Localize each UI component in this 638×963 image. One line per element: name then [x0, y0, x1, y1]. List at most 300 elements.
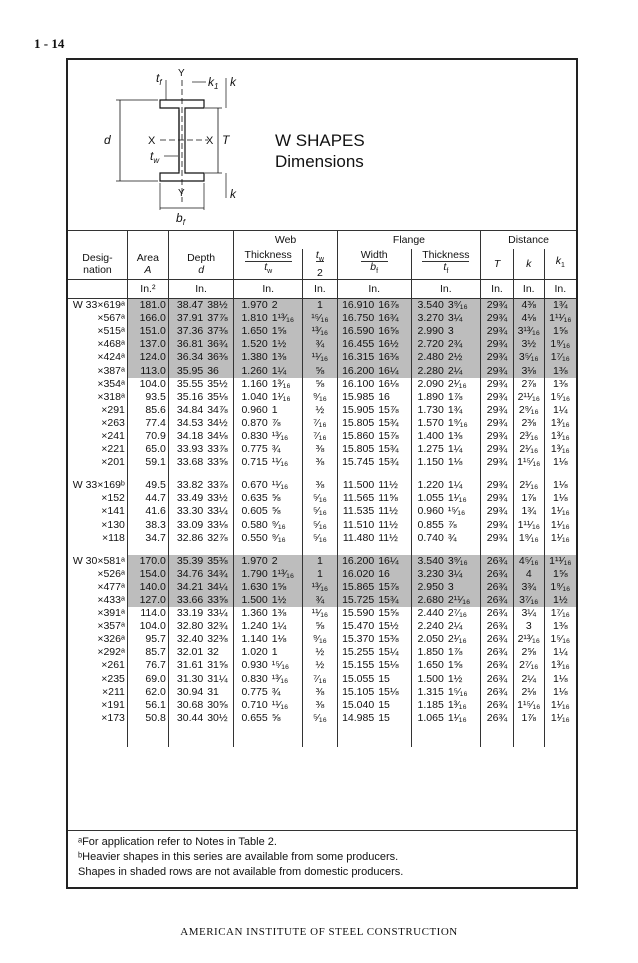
cell-bf-fr: 15⅞	[378, 429, 399, 442]
cell-des: W 33×619ᵃ	[72, 299, 125, 312]
y-top-label: Y	[178, 68, 185, 79]
cell-k: 2¹⁄₁₆	[513, 479, 544, 492]
table-row	[68, 338, 576, 351]
cell-bf-fr: 16⅞	[376, 299, 411, 313]
cell-tf: 0.740	[411, 532, 446, 545]
half-web-header: $t_w$ 2	[302, 249, 337, 280]
cell-tw-fr: 2	[270, 299, 303, 313]
cell-k: 2⅞	[513, 378, 544, 391]
cell-k: 2⅛	[513, 686, 544, 699]
cell-tw2: ⅝	[302, 620, 337, 633]
cell-tw-fr: 1¼	[271, 620, 287, 633]
cell-tw-fr: ⅝	[271, 711, 281, 724]
cell-T: 26¾	[481, 699, 514, 712]
footnote-b: ᵇHeavier shapes in this series are available from some producers.	[78, 851, 399, 863]
cell-bf-fr: 15⅞	[378, 403, 399, 416]
cell-d-fr: 33⅛	[207, 518, 228, 531]
cell-tw2: ¾	[302, 338, 337, 351]
cell-tf-fr: 2¼	[447, 620, 463, 633]
cell-tw: 0.635	[234, 492, 270, 505]
cell-d-fr: 35⅛	[207, 390, 228, 403]
cell-k: 2⅝	[513, 646, 544, 659]
cell-tw2: ¹³⁄₁₆	[302, 581, 337, 594]
cell-A: 127.0	[127, 594, 168, 607]
cell-d: 32.40	[168, 633, 205, 646]
cell-des: ×387ᵃ	[97, 364, 125, 377]
cell-tw-fr: ⅞	[271, 416, 281, 429]
cell-tw2: ⁷⁄₁₆	[302, 417, 337, 430]
table-row	[68, 351, 576, 364]
cell-tw: 0.930	[234, 659, 270, 672]
footnote-shaded: Shapes in shaded rows are not available from domestic producers.	[78, 866, 404, 878]
cell-T: 29¾	[481, 378, 514, 391]
cell-bf: 15.860	[337, 430, 376, 443]
cell-k: 1¹⁵⁄₁₆	[513, 699, 544, 712]
web-thickness-header: Thickness $t_w$	[234, 249, 303, 280]
table-row	[68, 659, 576, 672]
cell-tf: 3.230	[411, 568, 446, 581]
cell-tw2: ½	[302, 404, 337, 417]
cell-k: 3	[513, 620, 544, 633]
cell-d-fr: 33⅝	[205, 594, 234, 607]
cell-bf-fr: 15	[378, 672, 390, 685]
cell-bf: 15.040	[337, 699, 376, 712]
cell-A: 181.0	[127, 299, 168, 313]
cell-d-fr: 31⅝	[207, 659, 228, 672]
unit-tf: In.	[411, 280, 481, 299]
cell-d: 37.91	[168, 312, 205, 325]
dimensions-table	[68, 230, 576, 747]
cell-bf-fr: 16	[376, 568, 411, 581]
cell-T: 29¾	[481, 299, 514, 313]
cell-k1: 1⅝	[544, 568, 576, 581]
cell-bf-fr: 11½	[378, 479, 398, 492]
cell-T: 29¾	[481, 404, 514, 417]
cell-tw2: ⁵⁄₁₆	[302, 505, 337, 518]
cell-bf-fr: 11½	[378, 518, 398, 531]
group-spacer	[68, 545, 576, 555]
cell-des: W 30×581ᵃ	[72, 554, 125, 567]
cell-T: 26¾	[481, 686, 514, 699]
cell-tw: 0.710	[234, 699, 270, 712]
cell-tw: 1.360	[234, 607, 270, 620]
cell-tf: 2.720	[411, 338, 446, 351]
cell-d-fr: 32¾	[207, 620, 228, 633]
cell-tf-fr: 1⅞	[447, 390, 463, 403]
footnotes	[78, 835, 403, 880]
cell-des: ×152	[101, 492, 125, 505]
cell-d-fr: 32⅜	[207, 633, 228, 646]
table-row	[68, 568, 576, 581]
cell-tw-fr: ¹¹⁄₁₆	[271, 698, 289, 711]
table-row	[68, 430, 576, 443]
cell-tw-fr: 1	[271, 646, 278, 659]
table-row	[68, 404, 576, 417]
cell-k1: 1⅜	[544, 364, 576, 377]
area-header: Area A	[127, 249, 168, 280]
cell-k: 2¹⁄₁₆	[513, 443, 544, 456]
cell-tw: 1.040	[234, 391, 270, 404]
cell-T: 29¾	[481, 492, 514, 505]
cell-d-fr: 33½	[207, 492, 228, 505]
cell-tw2: ⁵⁄₁₆	[302, 519, 337, 532]
cell-bf: 11.480	[337, 532, 376, 545]
cell-bf: 11.565	[337, 492, 376, 505]
cell-k1: 1¹⁄₁₆	[544, 532, 576, 545]
cell-tw2: ⅜	[302, 443, 337, 456]
cell-d: 38.47	[168, 299, 205, 313]
cell-tf-fr: 3¼	[446, 568, 481, 581]
cell-T: 29¾	[481, 312, 514, 325]
cell-d: 33.68	[168, 456, 205, 469]
cell-tf: 1.185	[411, 699, 446, 712]
cell-bf-fr: 15	[378, 711, 390, 724]
cell-k1: 1⁷⁄₁₆	[544, 607, 576, 620]
k-header: k	[513, 249, 544, 280]
table-body	[68, 299, 576, 747]
cell-A: 44.7	[127, 492, 168, 505]
cell-tw: 0.830	[234, 673, 270, 686]
cell-tw2: ¾	[302, 594, 337, 607]
cell-tw-fr: ¾	[271, 443, 281, 456]
table-row	[68, 594, 576, 607]
table-row	[68, 479, 576, 492]
cell-des: ×292ᵃ	[97, 646, 125, 659]
cell-tf-fr: 3	[446, 581, 481, 594]
cell-k: 2⁹⁄₁₆	[513, 404, 544, 417]
table-row	[68, 519, 576, 532]
cell-tw2: ¹³⁄₁₆	[302, 325, 337, 338]
cell-d: 34.21	[168, 581, 205, 594]
cell-bf: 16.750	[337, 312, 376, 325]
cell-des: ×515ᵃ	[97, 325, 125, 338]
cell-A: 154.0	[127, 568, 168, 581]
cell-tf: 1.850	[411, 646, 446, 659]
cell-T: 26¾	[481, 633, 514, 646]
cell-tf-fr: 1⅛	[447, 456, 463, 469]
cell-d: 33.19	[168, 607, 205, 620]
cell-tw: 0.775	[234, 686, 270, 699]
cell-k1: 1⅜	[544, 620, 576, 633]
cell-d-fr: 33⅞	[207, 443, 228, 456]
cell-k1: 1¼	[544, 646, 576, 659]
cell-k: 1¹¹⁄₁₆	[513, 519, 544, 532]
cell-bf-fr: 11½	[378, 505, 398, 518]
cell-T: 26¾	[481, 594, 514, 607]
cell-k: 3¼	[513, 607, 544, 620]
cell-A: 34.7	[127, 532, 168, 545]
table-row	[68, 673, 576, 686]
cell-bf-fr: 15⅜	[378, 633, 399, 646]
cell-bf: 11.500	[337, 479, 376, 492]
cell-A: 49.5	[127, 479, 168, 492]
cell-tw: 0.580	[234, 519, 270, 532]
cell-tw-fr: ⁹⁄₁₆	[271, 531, 286, 544]
cell-T: 26¾	[481, 659, 514, 672]
table-frame	[66, 58, 578, 889]
cell-bf: 15.865	[337, 581, 376, 594]
cell-A: 50.8	[127, 712, 168, 725]
cell-tw: 0.605	[234, 505, 270, 518]
cell-des: ×191	[101, 698, 125, 711]
cell-k1: 1⁷⁄₁₆	[544, 351, 576, 364]
cell-A: 95.7	[127, 633, 168, 646]
cell-bf: 16.590	[337, 325, 376, 338]
cell-des: ×354ᵃ	[97, 377, 125, 390]
cell-tf-fr: 2¾	[446, 338, 481, 351]
page-title: W SHAPES	[275, 131, 365, 150]
cell-bf-fr: 15¾	[378, 443, 399, 456]
cell-k1: 1¾	[544, 299, 576, 313]
flange-thickness-header: Thickness $t_f$	[411, 249, 481, 280]
cell-tw2: ⁵⁄₁₆	[302, 492, 337, 505]
cell-d: 36.81	[168, 338, 205, 351]
cell-tf-fr: 1¼	[447, 443, 463, 456]
cell-k1: 1¹¹⁄₁₆	[544, 555, 576, 568]
cell-tf-fr: 1⁵⁄₁₆	[447, 685, 468, 698]
cell-d: 35.55	[168, 378, 205, 391]
cell-des: ×130	[101, 518, 125, 531]
cell-tf-fr: 1¼	[447, 479, 463, 492]
cell-des: ×468ᵃ	[97, 338, 125, 351]
cell-tw-fr: ¹¹⁄₁₆	[271, 456, 289, 469]
cell-tw: 0.775	[234, 443, 270, 456]
cell-tw2: ⅜	[302, 699, 337, 712]
cell-d-fr: 34⅛	[207, 429, 228, 442]
cell-d: 32.01	[168, 646, 205, 659]
cell-bf: 15.370	[337, 633, 376, 646]
cell-d-fr: 30⅝	[207, 698, 228, 711]
cell-A: 124.0	[127, 351, 168, 364]
cell-des: ×201	[101, 456, 125, 469]
unit-T: In.	[481, 280, 514, 299]
cell-k: 3⁵⁄₁₆	[513, 351, 544, 364]
cell-tf: 1.065	[411, 712, 446, 725]
cell-tf-fr: 2¼	[446, 364, 481, 377]
cell-tf: 2.990	[411, 325, 446, 338]
cell-k: 2³⁄₁₆	[513, 430, 544, 443]
cell-k1: 1⁵⁄₁₆	[544, 391, 576, 404]
cell-des: ×526ᵃ	[97, 567, 125, 580]
table-row	[68, 699, 576, 712]
cell-bf: 16.200	[337, 364, 376, 377]
table-row	[68, 607, 576, 620]
cell-d: 33.30	[168, 505, 205, 518]
cell-k: 1¹⁵⁄₁₆	[513, 456, 544, 469]
cell-bf-fr: 15⅝	[378, 607, 399, 620]
cell-k: 3¹³⁄₁₆	[513, 325, 544, 338]
cell-tf: 1.570	[411, 417, 446, 430]
cell-tw2: ⅜	[302, 456, 337, 469]
cell-k1: 1⅛	[544, 673, 576, 686]
cell-tf: 1.275	[411, 443, 446, 456]
cell-tw-fr: 1¹⁄₁₆	[271, 390, 291, 403]
unit-area: In.²	[127, 280, 168, 299]
cell-A: 104.0	[127, 620, 168, 633]
cell-tf-fr: 2½	[446, 351, 481, 364]
cell-T: 29¾	[481, 430, 514, 443]
cell-tw-fr: ¹³⁄₁₆	[271, 429, 289, 442]
x-right-label: X	[206, 135, 214, 147]
cell-bf: 16.200	[337, 555, 376, 568]
cell-d-fr: 34¾	[205, 568, 234, 581]
cell-tw: 0.870	[234, 417, 270, 430]
cell-A: 59.1	[127, 456, 168, 469]
cell-des: ×567ᵃ	[97, 312, 125, 325]
cell-tw: 0.655	[234, 712, 270, 725]
depth-header: Depth d	[168, 249, 234, 280]
cell-tf: 1.150	[411, 456, 446, 469]
cell-d-fr: 34½	[207, 416, 228, 429]
cell-tw: 1.240	[234, 620, 270, 633]
cell-d: 33.93	[168, 443, 205, 456]
k-bottom-label: k	[230, 187, 236, 201]
cell-T: 29¾	[481, 351, 514, 364]
cell-bf-fr: 11½	[378, 531, 398, 544]
unit-depth: In.	[168, 280, 234, 299]
cell-tw2: 1	[302, 568, 337, 581]
cell-A: 65.0	[127, 443, 168, 456]
cell-des: ×357ᵃ	[97, 620, 125, 633]
cell-bf-fr: 15⅛	[378, 659, 399, 672]
cell-d-fr: 36¾	[205, 338, 234, 351]
cell-d-fr: 35⅜	[205, 555, 234, 568]
cell-d: 34.18	[168, 430, 205, 443]
cell-k: 4	[513, 568, 544, 581]
page-number: 1 - 14	[34, 36, 65, 51]
unit-half-tw: In.	[302, 280, 337, 299]
table-row	[68, 299, 576, 313]
cell-tw-fr: ¾	[271, 685, 281, 698]
cell-tf: 0.960	[411, 505, 446, 518]
cell-tf-fr: ⅞	[447, 518, 457, 531]
cell-d: 36.34	[168, 351, 205, 364]
cell-d: 33.66	[168, 594, 205, 607]
cell-d: 33.49	[168, 492, 205, 505]
cell-d: 34.53	[168, 417, 205, 430]
k-top-label: k	[230, 75, 236, 89]
cell-tw: 1.500	[234, 594, 270, 607]
cell-tf-fr: 2¹¹⁄₁₆	[446, 594, 481, 607]
cell-k: 3¾	[513, 581, 544, 594]
table-row	[68, 492, 576, 505]
cell-des: ×433ᵃ	[97, 594, 125, 607]
cell-A: 166.0	[127, 312, 168, 325]
cell-A: 56.1	[127, 699, 168, 712]
cell-bf: 15.105	[337, 686, 376, 699]
designation-header: Desig- nation	[82, 252, 113, 276]
unit-k1: In.	[544, 280, 576, 299]
cell-d-fr: 36	[205, 364, 234, 377]
cell-d: 33.82	[168, 479, 205, 492]
cell-tw2: ¹⁵⁄₁₆	[302, 312, 337, 325]
cell-tw: 1.970	[234, 555, 270, 568]
cell-d: 31.61	[168, 659, 205, 672]
table-row	[68, 686, 576, 699]
cell-tw: 1.650	[234, 325, 270, 338]
cell-d-fr: 34¼	[205, 581, 234, 594]
cell-bf: 11.535	[337, 505, 376, 518]
cell-k: 2⁷⁄₁₆	[513, 659, 544, 672]
cell-d: 30.94	[168, 686, 205, 699]
table-row	[68, 443, 576, 456]
cell-tw2: ⁹⁄₁₆	[302, 391, 337, 404]
cell-tw: 0.550	[234, 532, 270, 545]
cell-d: 31.30	[168, 673, 205, 686]
cell-k: 1¾	[513, 505, 544, 518]
cell-tw: 1.140	[234, 633, 270, 646]
cell-k: 1⅞	[513, 712, 544, 725]
publisher-footer: AMERICAN INSTITUTE OF STEEL CONSTRUCTION	[180, 926, 458, 938]
cell-d-fr: 34⅞	[207, 403, 228, 416]
tw-label: $t_w$	[150, 149, 160, 165]
cell-bf-fr: 16½	[376, 338, 411, 351]
cell-tf-fr: 1⁹⁄₁₆	[447, 416, 468, 429]
cell-d-fr: 35½	[207, 377, 228, 390]
flange-header: Flange	[337, 231, 480, 250]
cell-tw: 1.260	[234, 364, 270, 377]
cell-d: 34.84	[168, 404, 205, 417]
cell-tw-fr: 1⅝	[270, 325, 303, 338]
cell-tf: 2.440	[411, 607, 446, 620]
cell-k: 4⅜	[513, 299, 544, 313]
flange-width-header: Width $b_f$	[337, 249, 411, 280]
cell-tw-fr: 1½	[270, 594, 303, 607]
cell-k1: 1⅛	[544, 479, 576, 492]
cell-tw-fr: ¹¹⁄₁₆	[271, 479, 289, 492]
table-tail	[68, 725, 576, 747]
cell-tf-fr: ¹⁵⁄₁₆	[447, 505, 466, 518]
page-subtitle: Dimensions	[275, 152, 364, 171]
cell-tf: 2.090	[411, 378, 446, 391]
table-row	[68, 633, 576, 646]
cell-T: 26¾	[481, 673, 514, 686]
cell-tf: 2.680	[411, 594, 446, 607]
cell-bf-fr: 15¾	[376, 594, 411, 607]
cell-tf-fr: 1⅝	[447, 659, 463, 672]
cell-des: ×173	[101, 711, 125, 724]
cell-tw2: ⅝	[302, 378, 337, 391]
cell-tw: 1.810	[234, 312, 270, 325]
cell-bf: 15.745	[337, 456, 376, 469]
cell-tf-fr: 1⅜	[447, 429, 463, 442]
cell-k1: 1³⁄₁₆	[544, 417, 576, 430]
cell-k1: 1⅛	[544, 492, 576, 505]
cell-tf: 3.270	[411, 312, 446, 325]
cell-tf-fr: 2⁷⁄₁₆	[447, 607, 467, 620]
units-row	[68, 280, 576, 299]
cell-bf: 15.590	[337, 607, 376, 620]
cell-tf-fr: ¾	[447, 531, 457, 544]
cell-bf-fr: 15½	[378, 620, 399, 633]
cell-bf: 15.805	[337, 417, 376, 430]
cell-des: ×261	[101, 659, 125, 672]
cell-bf-fr: 15⅞	[376, 581, 411, 594]
cell-A: 114.0	[127, 607, 168, 620]
cell-A: 137.0	[127, 338, 168, 351]
cell-tf: 1.315	[411, 686, 446, 699]
cell-tw: 1.520	[234, 338, 270, 351]
cell-k1: 1³⁄₁₆	[544, 443, 576, 456]
cell-k1: 1¼	[544, 404, 576, 417]
cell-tw2: ⁹⁄₁₆	[302, 633, 337, 646]
cell-tw: 0.830	[234, 430, 270, 443]
cell-bf-fr: 11⅝	[378, 492, 398, 505]
cell-tw: 1.020	[234, 646, 270, 659]
cell-tf-fr: 1³⁄₁₆	[447, 698, 467, 711]
T-label: T	[222, 133, 230, 147]
cell-tw-fr: 1³⁄₁₆	[271, 377, 291, 390]
